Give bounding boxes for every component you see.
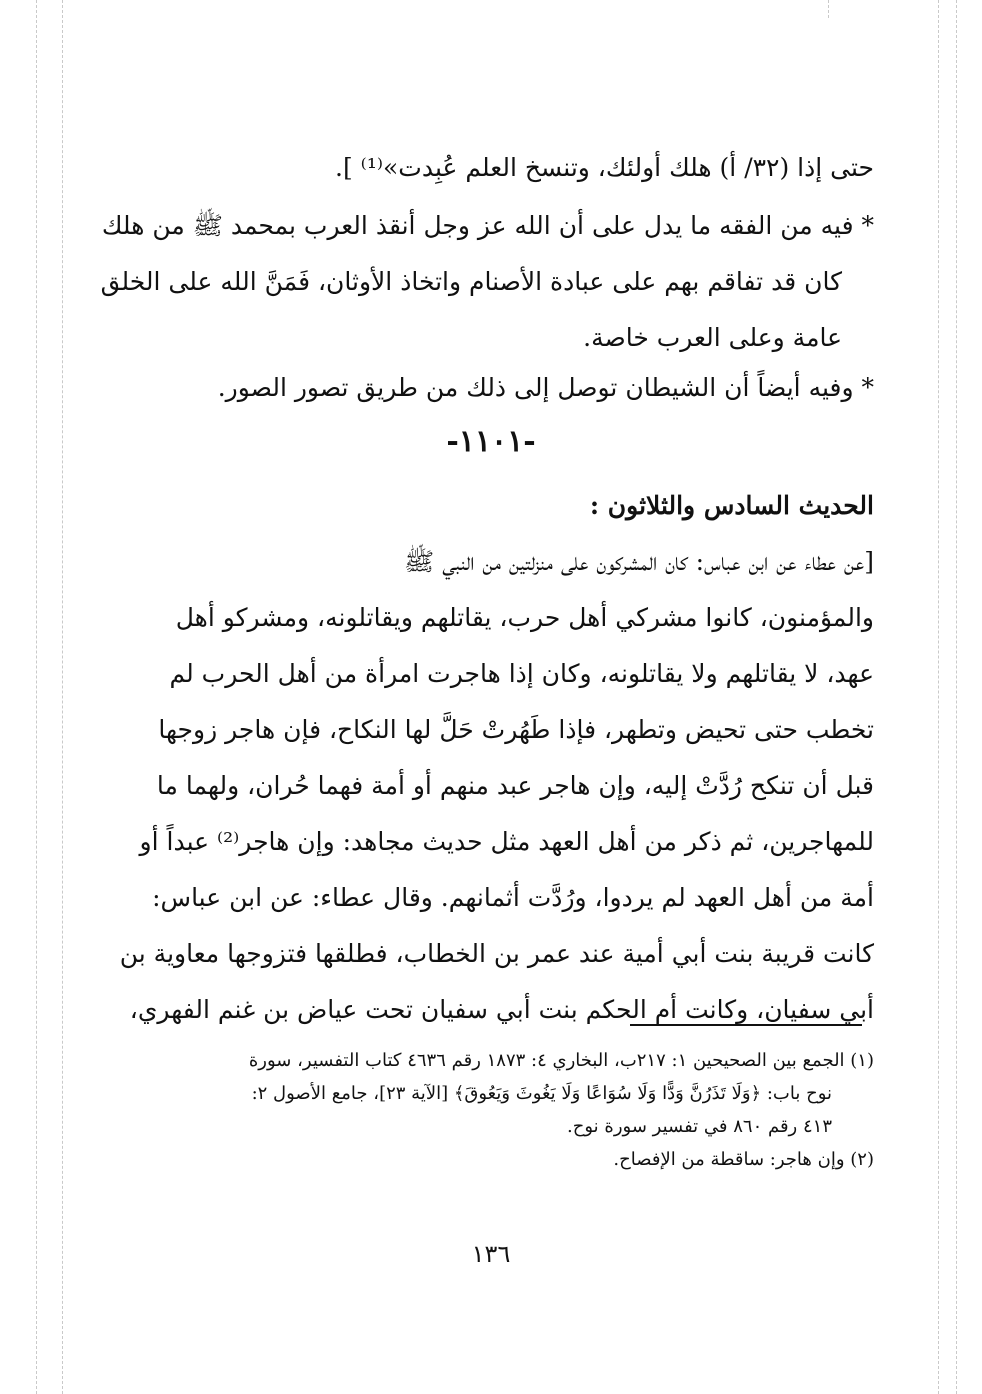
hadith-line: قبل أن تنكح رُدَّتْ إليه، وإن هاجر عبد منهم أو أمة فهما حُران، ولهما ما xyxy=(156,771,874,800)
hadith-section xyxy=(119,478,874,1038)
text-line: * فيه من الفقه ما يدل على أن الله عز وجل أنقذ العرب بمحمد ﷺ من هلك xyxy=(101,211,874,240)
hadith-line: أمة من أهل العهد لم يردوا، ورُدَّت أثمانهم. وقال عطاء: عن ابن عباس: xyxy=(152,883,874,912)
text-line: حتى إذا (٣٢/ أ) هلك أولئك، وتنسخ العلم عُبِدت»⁽¹⁾ ]. xyxy=(335,153,874,182)
hadith-line: تخطب حتى تحيض وتطهر، فإذا طَهُرتْ حَلَّ لها النكاح، فإن هاجر زوجها xyxy=(158,715,874,744)
commentary-point-2 xyxy=(158,360,874,416)
footnote-line: (٢) وإن هاجر: ساقطة من الإفصاح. xyxy=(613,1149,874,1170)
margin-guide xyxy=(938,0,939,1394)
hadith-line: كانت قريبة بنت أبي أمية عند عمر بن الخطاب، فطلقها فتزوجها معاوية بن xyxy=(119,939,874,968)
margin-guide xyxy=(62,0,63,1394)
opening-paragraph xyxy=(158,140,874,196)
hadith-line: أبي سفيان، وكانت أم الحكم بنت أبي سفيان تحت عياض بن غنم الفهري، xyxy=(129,995,874,1024)
footnote-separator xyxy=(630,1024,862,1026)
footnote-1 xyxy=(158,1044,874,1143)
page-number: ١٣٦ xyxy=(471,1240,511,1268)
hadith-line: عهد، لا يقاتلهم ولا يقاتلونه، وكان إذا هاجرت امرأة من أهل الحرب لم xyxy=(169,659,874,688)
margin-guide xyxy=(36,0,37,1394)
margin-guide xyxy=(828,0,829,18)
text-line: كان قد تفاقم بهم على عبادة الأصنام واتخاذ الأوثان، فَمَنَّ الله على الخلق xyxy=(100,267,842,296)
commentary-point-1 xyxy=(100,198,874,366)
text-line: * وفيه أيضاً أن الشيطان توصل إلى ذلك من طريق تصور الصور. xyxy=(217,373,874,402)
footnotes xyxy=(158,1044,874,1176)
footnote-line: ٤١٣ رقم ٨٦٠ في تفسير سورة نوح. xyxy=(567,1116,832,1137)
hadith-line: والمؤمنون، كانوا مشركي أهل حرب، يقاتلهم ويقاتلونه، ومشركو أهل xyxy=(175,603,874,632)
hadith-number: -١١٠١- xyxy=(446,424,536,459)
hadith-title: الحديث السادس والثلاثون : xyxy=(589,491,874,520)
footnote-line: نوح باب: ﴿وَلَا تَذَرُنَّ وَدًّا وَلَا سُوَاعًا وَلَا يَغُوثَ وَيَعُوقَ﴾ [الآية ٢٣]، جامع الأصول ٢: xyxy=(251,1083,832,1104)
hadith-line: للمهاجرين، ثم ذكر من أهل العهد مثل حديث مجاهد: وإن هاجر⁽²⁾ عبداً أو xyxy=(139,827,874,856)
text-line: عامة وعلى العرب خاصة. xyxy=(583,323,842,352)
footnote-2 xyxy=(158,1143,874,1176)
footnote-line: (١) الجمع بين الصحيحين ١: ٢١٧ب، البخاري ٤: ١٨٧٣ رقم ٤٦٣٦ كتاب التفسير، سورة xyxy=(248,1050,874,1071)
hadith-line: [عن عطاء عن ابن عباس: كان المشركون على منزلتين من النبي ﷺ xyxy=(404,547,874,576)
margin-guide xyxy=(956,0,957,1394)
